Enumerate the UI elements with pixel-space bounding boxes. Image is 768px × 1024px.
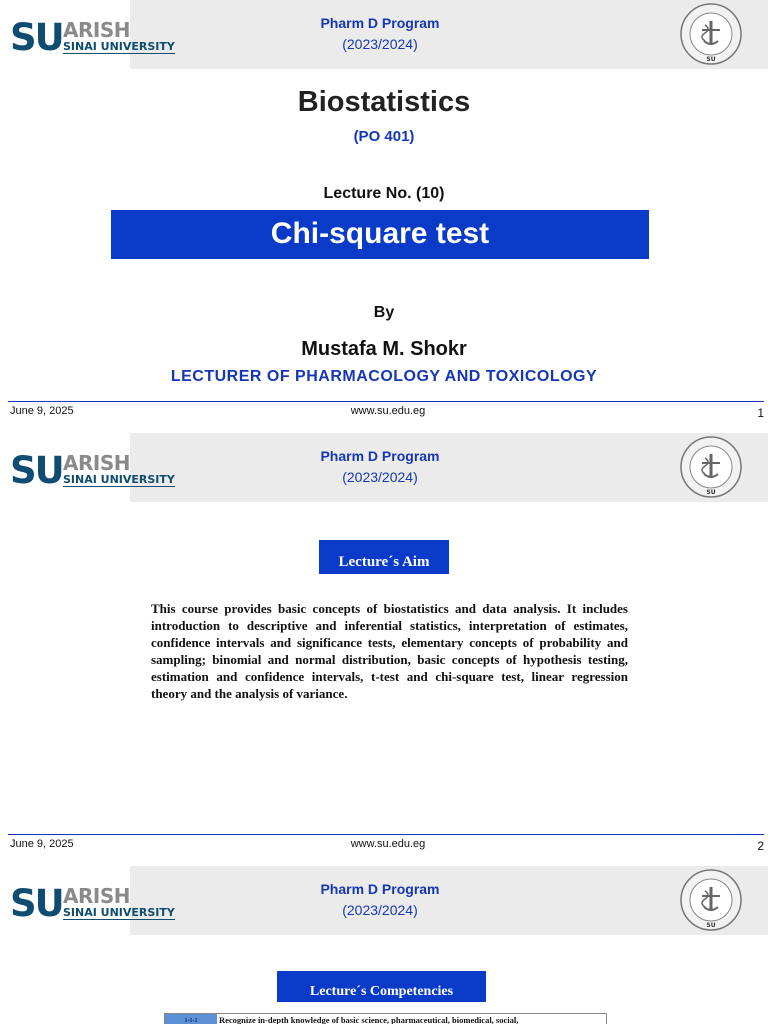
footer-url: www.su.edu.eg [350, 838, 426, 850]
footer-divider [8, 401, 764, 402]
program-name: Pharm D Program [320, 881, 440, 897]
footer-divider [8, 834, 764, 835]
author-role: LECTURER OF PHARMACOLOGY AND TOXICOLOGY [170, 368, 598, 385]
logo-arish-text: ARISH [63, 884, 130, 908]
logo-arish-text: ARISH [63, 18, 130, 42]
logo-su-text: SU [10, 882, 63, 925]
svg-text:SU: SU [706, 489, 716, 496]
logo-sinai-text: SINAI UNIVERSITY [63, 473, 175, 486]
lecture-aim-text: This course provides basic concepts of biostatistics and data analysis. It includes introduction to descriptive and inferential statistics, interpretation of estimates, confidence intervals and significance tests, elementary concepts of probability and sampling; binomial and normal distribution, basic concepts of hypothesis testing, estimation and confidence intervals, t-test and chi-square test, linear regression theory and the analysis of variance. [151, 601, 628, 701]
program-name: Pharm D Program [320, 15, 440, 31]
header-band [130, 866, 768, 935]
slide-header [0, 0, 768, 70]
faculty-seal-icon [680, 436, 742, 498]
competency-row [164, 1013, 607, 1024]
logo-su-text: SU [10, 16, 63, 59]
slide-header [0, 866, 768, 936]
svg-text:SU: SU [706, 922, 716, 929]
svg-text:SU: SU [706, 56, 716, 63]
footer-url: www.su.edu.eg [350, 405, 426, 417]
footer-date: June 9, 2025 [10, 405, 74, 417]
lecture-number: Lecture No. (10) [323, 185, 445, 202]
program-name: Pharm D Program [320, 448, 440, 464]
author-name: Mustafa M. Shokr [301, 338, 467, 360]
logo-sinai-text: SINAI UNIVERSITY [63, 906, 175, 919]
faculty-seal-icon [680, 3, 742, 65]
course-code: (PO 401) [353, 128, 415, 145]
faculty-seal-icon [680, 869, 742, 931]
university-logo [10, 884, 180, 924]
header-band [130, 433, 768, 502]
logo-arish-text: ARISH [63, 451, 130, 475]
program-year: (2023/2024) [342, 36, 418, 52]
university-logo [10, 451, 180, 491]
course-title: Biostatistics [297, 86, 471, 118]
slide-3 [0, 866, 768, 1024]
header-band [130, 0, 768, 69]
lecture-aim-heading: Lecture´s Aim [319, 540, 449, 574]
lecture-title: Chi-square test [270, 217, 490, 250]
program-year: (2023/2024) [342, 469, 418, 485]
lecture-title-banner [111, 210, 649, 259]
page-number: 1 [757, 406, 764, 420]
lecture-competencies-heading: Lecture´s Competencies [277, 971, 486, 1002]
competency-text: Recognize in-depth knowledge of basic science, pharmaceutical, biomedical, social, [219, 1015, 519, 1024]
by-label: By [373, 304, 395, 321]
program-year: (2023/2024) [342, 902, 418, 918]
logo-su-text: SU [10, 449, 63, 492]
slide-1 [0, 0, 768, 433]
page-number: 2 [757, 839, 764, 853]
slide-2 [0, 433, 768, 866]
university-logo [10, 18, 180, 58]
footer-date: June 9, 2025 [10, 838, 74, 850]
slide-header [0, 433, 768, 503]
competency-code: 1-1-1 [165, 1014, 217, 1024]
logo-sinai-text: SINAI UNIVERSITY [63, 40, 175, 53]
